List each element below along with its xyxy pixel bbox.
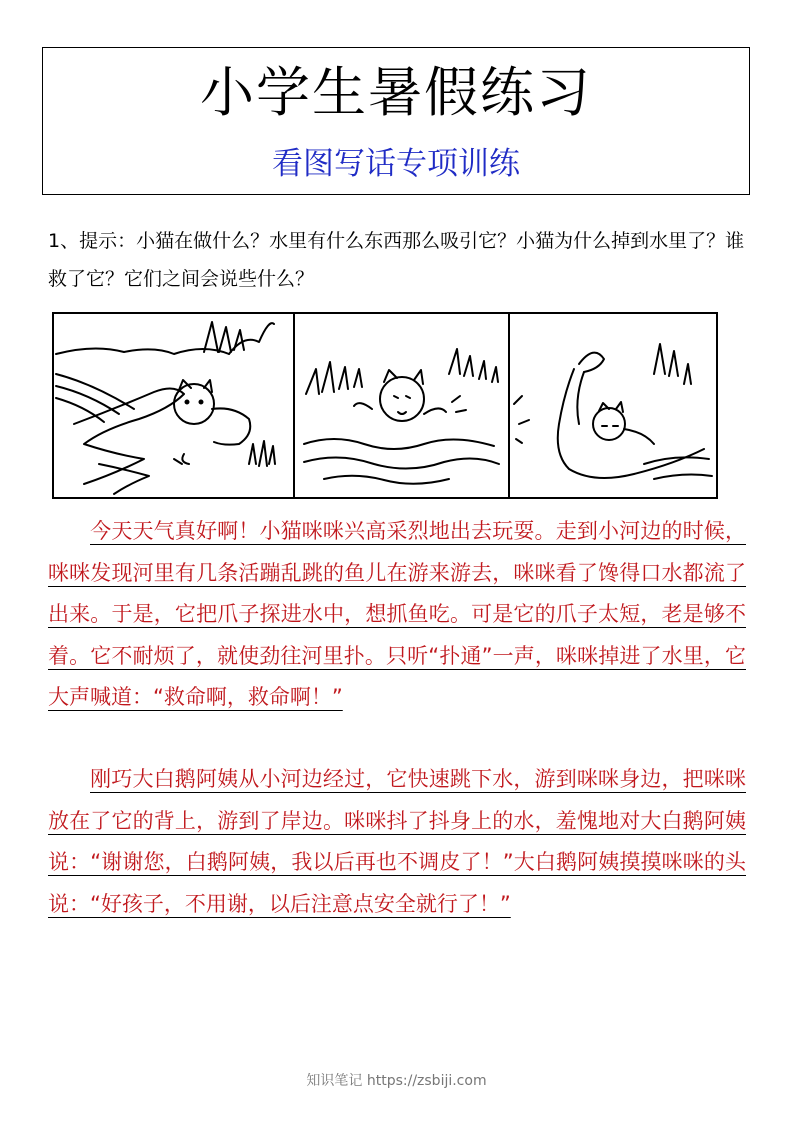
comic-strip xyxy=(52,312,718,499)
panel-cat-by-river xyxy=(56,322,275,494)
page-subtitle: 看图写话专项训练 xyxy=(272,146,520,182)
panel-cat-falls-in-water xyxy=(304,349,499,484)
story-paragraph-1-text: 今天天气真好啊！小猫咪咪兴高采烈地出去玩耍。走到小河边的时候，咪咪发现河里有几条活蹦乱跳的鱼儿在游来游去，咪咪看了馋得口水都流了出来。于是，它把爪子探进水中，想抓鱼吃。可是它的爪子太短，老是够不着。它不耐烦了，就使劲往河里扑。只听“扑通”一声，咪咪掉进了水里，它大声喊道：“救命啊，救命啊！” xyxy=(48,519,746,709)
panel-goose-rescues-cat xyxy=(514,344,712,479)
page-title: 小学生暑假练习 xyxy=(200,61,592,124)
prompt-text: 1、提示：小猫在做什么？水里有什么东西那么吸引它？小猫为什么掉到水里了？谁救了它？它们之间会说些什么？ xyxy=(48,230,745,290)
story-paragraph-2 xyxy=(48,759,746,925)
footer-watermark: 知识笔记 https://zsbiji.com xyxy=(306,1073,487,1089)
comic-illustration xyxy=(54,314,716,497)
story-paragraph-1 xyxy=(48,511,746,719)
story-paragraph-2-text: 刚巧大白鹅阿姨从小河边经过，它快速跳下水，游到咪咪身边，把咪咪放在了它的背上，游到了岸边。咪咪抖了抖身上的水，羞愧地对大白鹅阿姨说：“谢谢您，白鹅阿姨，我以后再也不调皮了！”大白鹅阿姨摸摸咪咪的头说：“好孩子，不用谢，以后注意点安全就行了！” xyxy=(48,767,746,916)
title-box xyxy=(42,47,750,195)
